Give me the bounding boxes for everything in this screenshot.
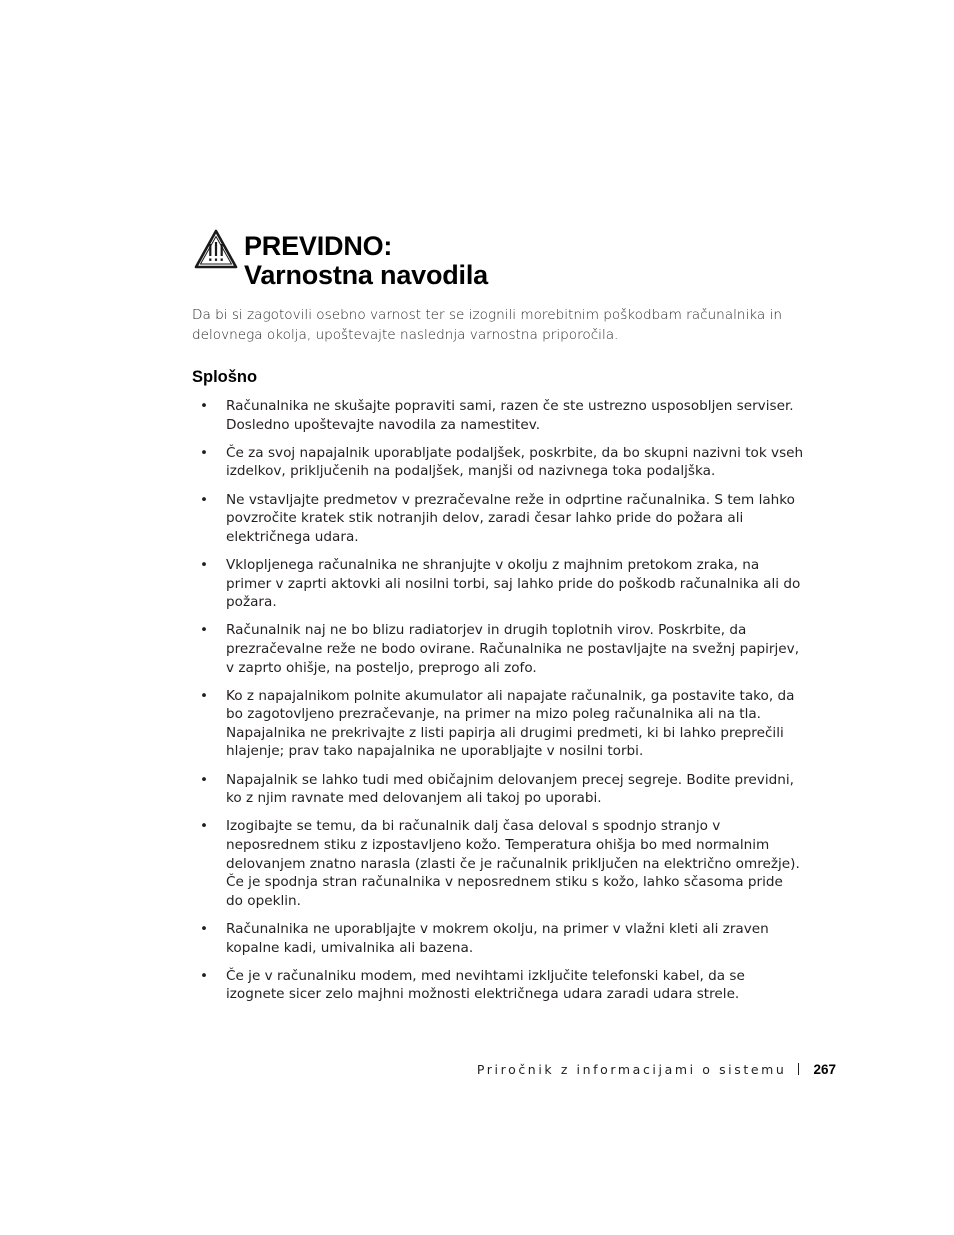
page-number: 267 [813,1062,836,1077]
list-item [192,687,812,761]
list-item-text: Če je v računalniku modem, med nevihtami izključite telefonski kabel, da se izognete sicer zelo majhni možnosti električnega udara zaradi udara strele. [226,967,745,1003]
page-title-line-2: Varnostna navodila [244,260,488,290]
list-item-text: Ko z napajalnikom polnite akumulator ali napajate računalnik, ga postavite tako, da bo zagotovljeno prezračevanje, na primer na mizo poleg računalnika ali na tla. Napajalnika ne prekrivajte z listi papirja ali drugimi predmeti, ki bi lahko preprečili hlajenje; prav tako napajalnika ne uporabljajte v nosilni torbi. [226,687,795,760]
list-item [192,771,812,808]
bullet-icon: • [200,771,209,788]
bullet-icon: • [200,818,209,835]
list-item-text: Računalnika ne skušajte popraviti sami, razen če ste ustrezno usposobljen serviser. Dosledno upoštevajte navodila za namestitev. [226,398,794,433]
list-item-text: Izogibajte se temu, da bi računalnik dalj časa deloval s spodnjo stranjo v neposrednem stiku z izpostavljeno kožo. Temperatura ohišja bo med normalnim delovanjem znatno narasla (zlasti če je računalnik priključen na električno omrežje). Če je spodnja stran računalnika v neposrednem stiku s kožo, lahko sčasoma pride do opeklin. [226,818,800,909]
list-item [192,491,812,547]
warning-triangle-icon [194,229,238,269]
list-item-text: Napajalnik se lahko tudi med običajnim delovanjem precej segreje. Bodite previdni, ko z njim ravnate med delovanjem ali takoj po uporabi. [226,771,794,807]
list-item [192,556,812,612]
page-title-line-1: PREVIDNO: [244,231,393,261]
list-item [192,920,812,957]
footer-manual-title: Priročnik z informacijami o sistemu [476,1062,787,1077]
list-item [192,397,812,434]
list-item-text: Računalnik naj ne bo blizu radiatorjev in drugih toplotnih virov. Poskrbite, da prezračevalne reže ne bodo ovirane. Računalnika ne postavljajte na svežnj papirjev, v zaprto ohišje, na posteljo, preprogo ali zofo. [226,622,800,676]
bullet-icon: • [200,444,209,461]
bullet-icon: • [200,556,209,573]
page-title [244,232,488,290]
list-item [192,817,812,910]
list-item [192,444,812,481]
list-item-text: Računalnika ne uporabljajte v mokrem okolju, na primer v vlažni kleti ali zraven kopalne kadi, umivalnika ali bazena. [226,921,769,956]
list-item [192,967,812,1004]
footer-divider [798,1063,799,1075]
section-title: Splošno [192,368,258,386]
bullet-icon: • [200,398,209,414]
bullet-icon: • [200,491,209,508]
list-item-text: Ne vstavljajte predmetov v prezračevalne reže in odprtine računalnika. S tem lahko povzročite kratek stik notranjih delov, zaradi česar lahko pride do požara ali električnega udara. [226,491,795,545]
bullet-icon: • [200,622,209,639]
list-item [192,621,812,677]
bullet-icon: • [200,921,209,937]
intro-paragraph: Da bi si zagotovili osebno varnost ter se izognili morebitnim poškodbam računalnika in delovnega okolja, upoštevajte naslednja varnostna priporočila. [192,307,782,343]
safety-instructions-list [192,397,812,1014]
list-item-text: Vklopljenega računalnika ne shranjujte v okolju z majhnim pretokom zraka, na primer v zaprti aktovki ali nosilni torbi, saj lahko pride do poškodb računalnika ali do požara. [226,556,801,611]
list-item-text: Če za svoj napajalnik uporabljate podaljšek, poskrbite, da bo skupni nazivni tok vseh izdelkov, priključenih na podaljšek, manjši od nazivnega toka podaljška. [226,444,804,480]
bullet-icon: • [200,967,209,984]
bullet-icon: • [200,687,209,704]
page-footer [477,1061,836,1079]
